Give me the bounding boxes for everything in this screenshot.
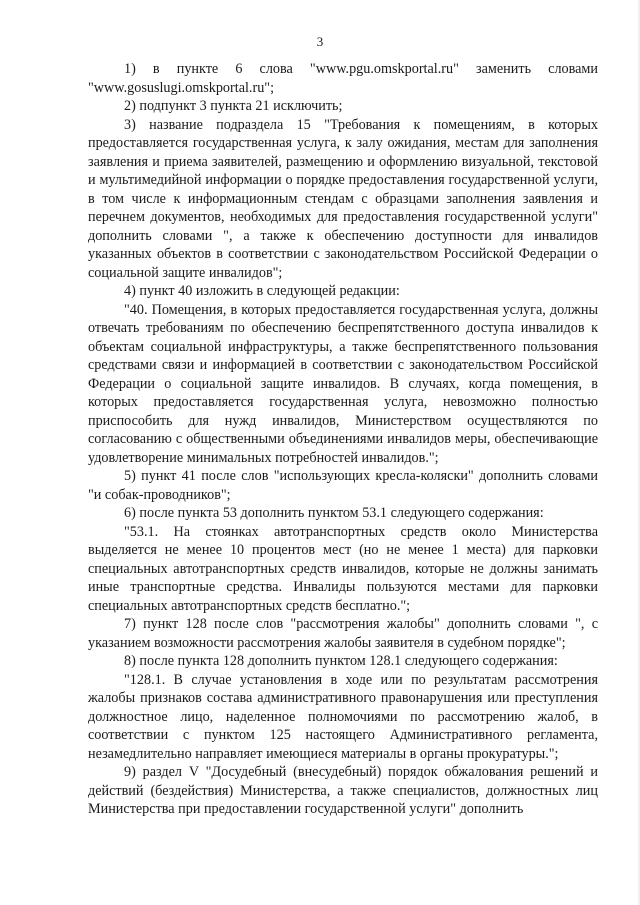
paragraph-5: "40. Помещения, в которых предоставляется государственная услуга, должны отвечать требованиям по обеспечению беспрепятственного доступа инвалидов к объектам социальной инфраструктуры, а также беспрепятственного пользования средствами связи и информацией в соответствии с законодательством Российской Федерации о социальной защите инвалидов. В случаях, когда помещения, в которых предоставляется государственная услуга, невозможно полностью приспособить для нужд инвалидов, Министерством осуществляются по согласованию с общественными объединениями инвалидов меры, обеспечивающие удовлетворение минимальных потребностей инвалидов."; bbox=[88, 301, 598, 466]
paragraph-7: 6) после пункта 53 дополнить пунктом 53.1 следующего содержания: bbox=[124, 505, 544, 521]
paragraph-2: 2) подпункт 3 пункта 21 исключить; bbox=[124, 98, 343, 114]
paragraph-11: "128.1. В случае установления в ходе или по результатам рассмотрения жалобы признаков состава административного правонарушения или преступления должностное лицо, наделенное полномочиями по рассмотрению жалоб, в соответствии с пунктом 125 настоящего Административного регламента, незамедлительно направляет имеющиеся материалы в органы прокуратуры."; bbox=[88, 671, 598, 762]
paragraph-8: "53.1. На стоянках автотранспортных средств около Министерства выделяется не менее 10 процентов мест (но не менее 1 места) для парковки специальных автотранспортных средств инвалидов, которые не должны занимать иные транспортные средства. Инвалиды пользуются местами для парковки специальных автотранспортных средств бесплатно."; bbox=[88, 523, 598, 614]
paragraph-9: 7) пункт 128 после слов "рассмотрения жалобы" дополнить словами ", с указанием возможности рассмотрения жалобы заявителя в судебном порядке"; bbox=[88, 616, 598, 651]
paragraph-3: 3) название подраздела 15 "Требования к помещениям, в которых предоставляется государственная услуга, к залу ожидания, местам для заполнения заявления и приема заявителей, размещению и оформлению визуальной, текстовой и мультимедийной информации о порядке предоставления государственной услуги, в том числе к информационным стендам с образцами заполнения заявления и перечнем документов, необходимых для предоставления государственной услуги" дополнить словами ", а также к обеспечению доступности для инвалидов указанных объектов в соответствии с законодательством Российской Федерации о социальной защите инвалидов"; bbox=[88, 116, 598, 281]
paragraph-12: 9) раздел V "Досудебный (внесудебный) порядок обжалования решений и действий (бездействия) Министерства, а также специалистов, должностных лиц Министерства при предоставлении государственной услуги" дополнить bbox=[88, 764, 598, 817]
paragraph-4: 4) пункт 40 изложить в следующей редакции: bbox=[124, 283, 400, 299]
document-body bbox=[88, 60, 598, 819]
paragraph-6: 5) пункт 41 после слов "использующих кресла-коляски" дополнить словами "и собак-проводников"; bbox=[88, 468, 598, 503]
paragraph-10: 8) после пункта 128 дополнить пунктом 128.1 следующего содержания: bbox=[124, 653, 558, 669]
page-number: 3 bbox=[316, 34, 324, 49]
paragraph-1: 1) в пункте 6 слова "www.pgu.omskportal.ru" заменить словами "www.gosuslugi.omskportal.ru"; bbox=[88, 61, 598, 96]
